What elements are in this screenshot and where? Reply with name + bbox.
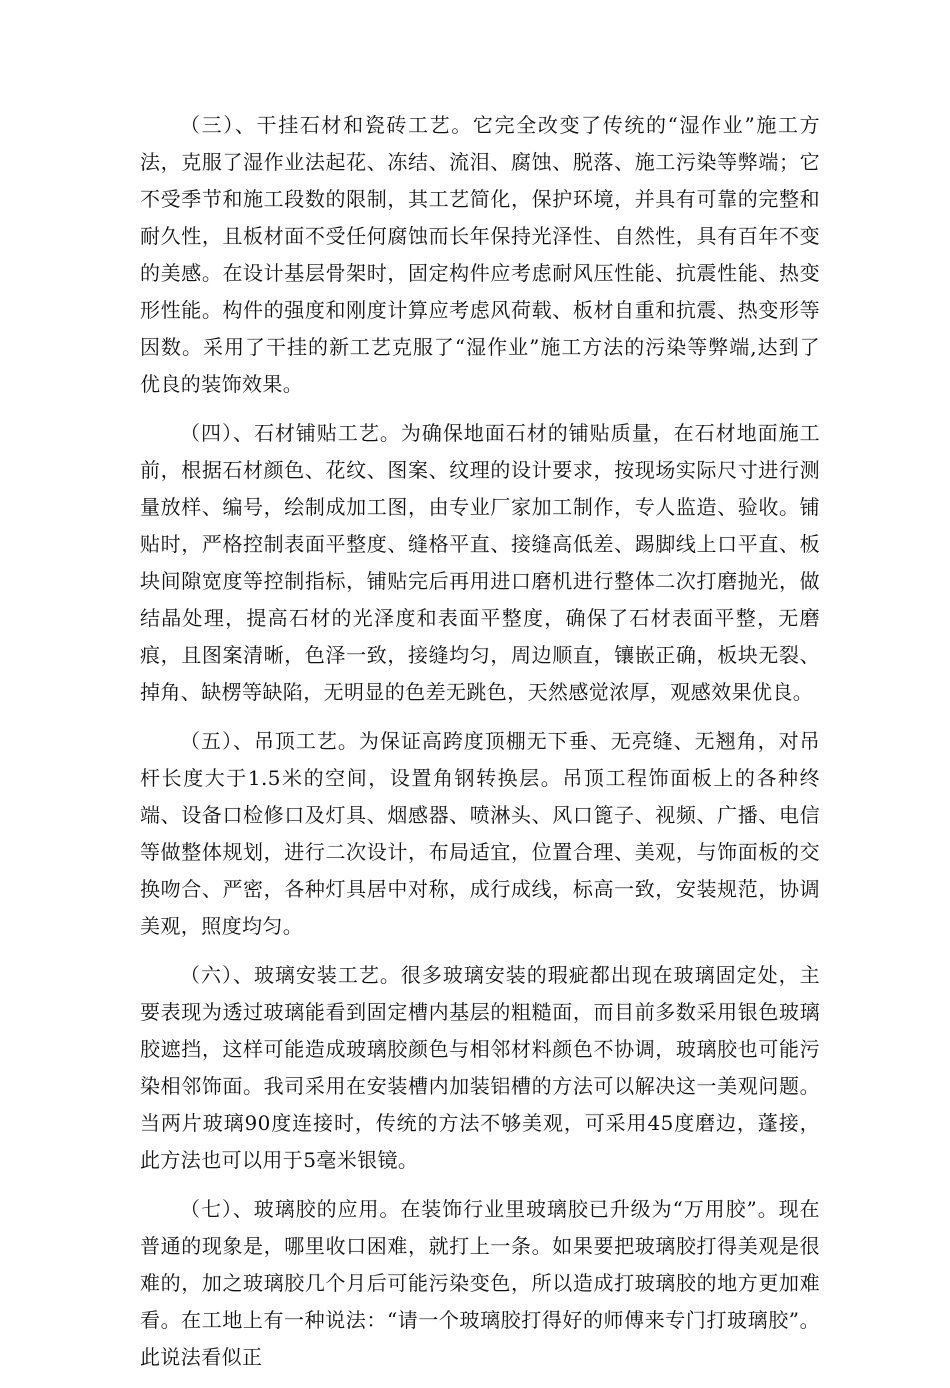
paragraph-dry-hanging-stone: （三）、干挂石材和瓷砖工艺。它完全改变了传统的“湿作业”施工方法，克服了湿作业法起花、冻结、流泪、腐蚀、脱落、施工污染等弊端；它不受季节和施工段数的限制，其工艺简化，保护环境，并具有可靠的完整和耐久性，且板材面不受任何腐蚀而长年保持光泽性、自然性，具有百年不变的美感。在设计基层骨架时，固定构件应考虑耐风压性能、抗震性能、热变形性能。构件的强度和刚度计算应考虑风荷载、板材自重和抗震、热变形等因数。采用了干挂的新工艺克服了“湿作业”施工方法的污染等弊端,达到了优良的装饰效果。	[140, 113, 820, 396]
paragraph-glass-installation: （六）、玻璃安装工艺。很多玻璃安装的瑕疵都出现在玻璃固定处，主要表现为透过玻璃能看到固定槽内基层的粗糙面，而目前多数采用银色玻璃胶遮挡，这样可能造成玻璃胶颜色与相邻材料颜色不协调，玻璃胶也可能污染相邻饰面。我司采用在安装槽内加装铝槽的方法可以解决这一美观问题。当两片玻璃90度连接时，传统的方法不够美观，可采用45度磨边，蓬接，此方法也可以用于5毫米银镜。	[140, 963, 820, 1172]
paragraph-suspended-ceiling: （五）、吊顶工艺。为保证高跨度顶棚无下垂、无亮缝、无翘角，对吊杆长度大于1.5米的空间，设置角钢转换层。吊顶工程饰面板上的各种终端、设备口检修口及灯具、烟感器、喷淋头、风口篦子、视频、广播、电信等做整体规划，进行二次设计，布局适宜，位置合理、美观，与饰面板的交换吻合、严密，各种灯具居中对称，成行成线，标高一致，安装规范，协调美观，照度均匀。	[140, 729, 820, 938]
document-page	[140, 107, 820, 1388]
paragraph-glass-glue: （七）、玻璃胶的应用。在装饰行业里玻璃胶已升级为“万用胶”。现在普通的现象是，哪里收口困难，就打上一条。如果要把玻璃胶打得美观是很难的，加之玻璃胶几个月后可能污染变色，所以造成打玻璃胶的地方更加难看。在工地上有一种说法：“请一个玻璃胶打得好的师傅来专门打玻璃胶”。此说法看似正	[140, 1197, 820, 1369]
paragraph-stone-paving: （四）、石材铺贴工艺。为确保地面石材的铺贴质量，在石材地面施工前，根据石材颜色、花纹、图案、纹理的设计要求，按现场实际尺寸进行测量放样、编号，绘制成加工图，由专业厂家加工制作，专人监造、验收。铺贴时，严格控制表面平整度、缝格平直、接缝高低差、踢脚线上口平直、板块间隙宽度等控制指标，铺贴完后再用进口磨机进行整体二次打磨抛光，做结晶处理，提高石材的光泽度和表面平整度，确保了石材表面平整，无磨痕，且图案清晰，色泽一致，接缝均匀，周边顺直，镶嵌正确，板块无裂、掉角、缺楞等缺陷，无明显的色差无跳色，天然感觉浓厚，观感效果优良。	[140, 421, 820, 704]
